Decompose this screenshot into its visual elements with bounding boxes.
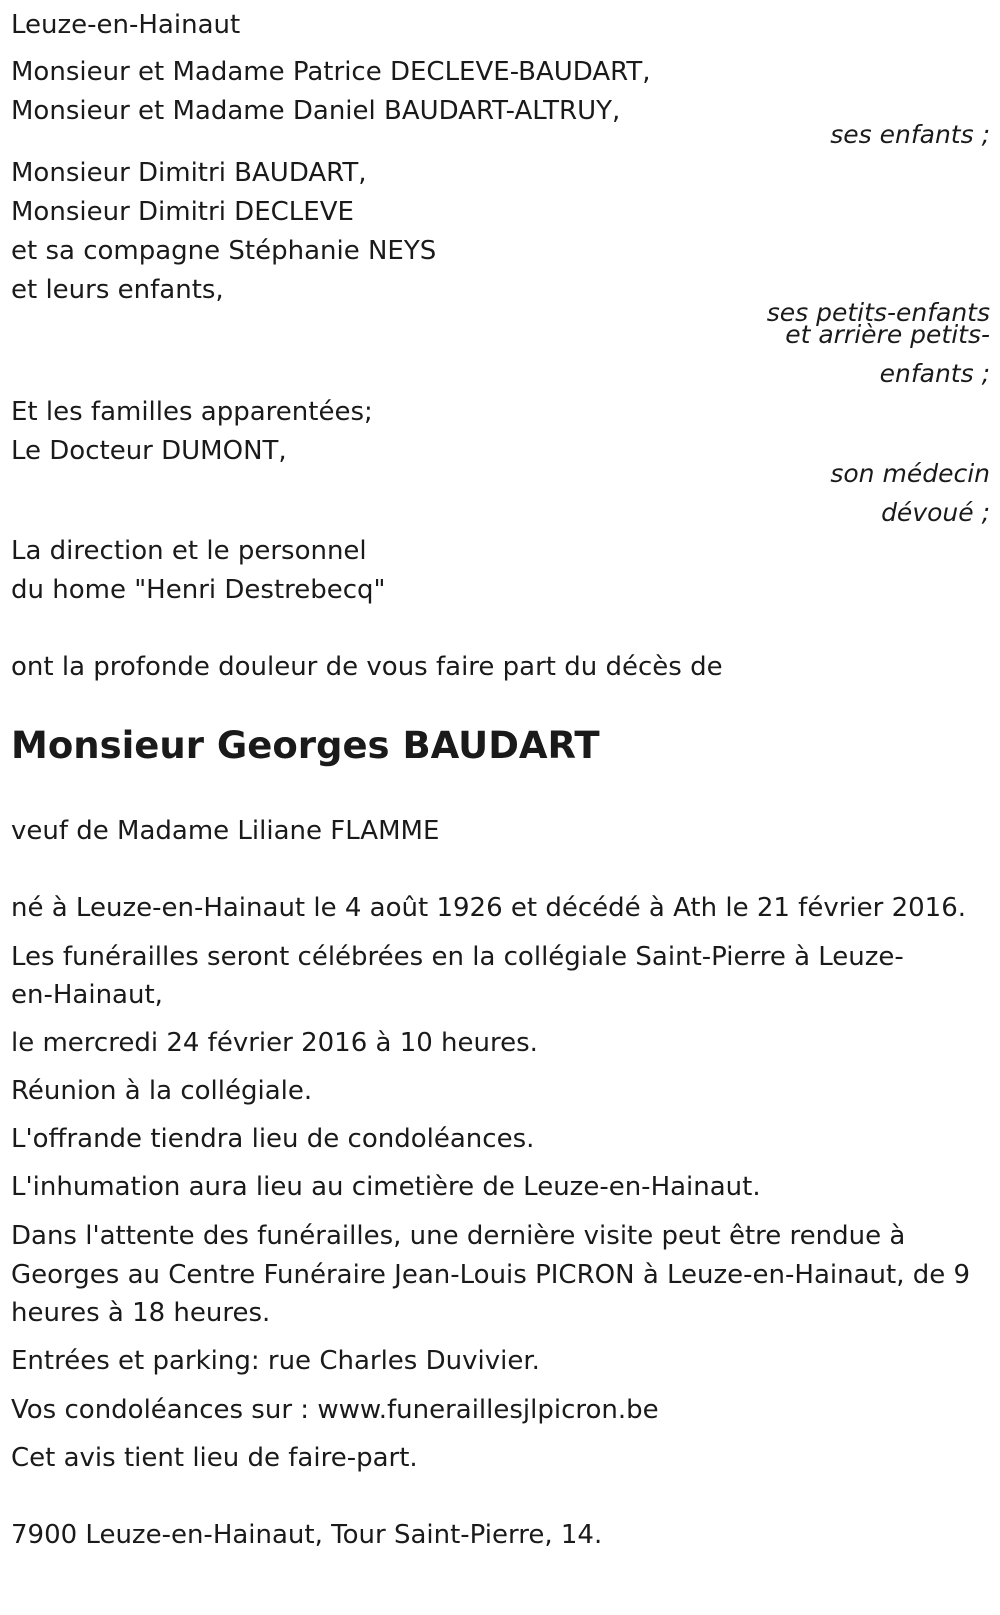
funeral-line-1: Les funérailles seront célébrées en la collégiale Saint-Pierre à Leuze-: [11, 942, 904, 972]
grandchildren-role-line-1: ses petits-enfants: [766, 298, 990, 327]
visit-line-2: Georges au Centre Funéraire Jean-Louis PICRON à Leuze-en-Hainaut, de 9: [11, 1260, 971, 1290]
offering-line: L'offrande tiendra lieu de condoléances.: [11, 1124, 535, 1154]
children-line-2: Monsieur et Madame Daniel BAUDART-ALTRUY,: [11, 96, 621, 126]
children-role: ses enfants ;: [830, 120, 990, 149]
grandchildren-line-2: Monsieur Dimitri DECLEVE: [11, 197, 354, 227]
notice-line: Cet avis tient lieu de faire-part.: [11, 1443, 418, 1473]
grandchildren-role-line-3: enfants ;: [879, 359, 990, 388]
born-died-line: né à Leuze-en-Hainaut le 4 août 1926 et décédé à Ath le 21 février 2016.: [11, 893, 967, 923]
staff-line-1: La direction et le personnel: [11, 536, 367, 566]
visit-line-3: heures à 18 heures.: [11, 1298, 271, 1328]
relatives-line-2: Le Docteur DUMONT,: [11, 436, 287, 466]
funeral-date: le mercredi 24 février 2016 à 10 heures.: [11, 1028, 538, 1058]
doctor-role-line-2: dévoué ;: [881, 498, 990, 527]
widower-line: veuf de Madame Liliane FLAMME: [11, 816, 440, 846]
doctor-role-line-1: son médecin: [830, 459, 990, 488]
grandchildren-line-4: et leurs enfants,: [11, 275, 224, 305]
deceased-name: Monsieur Georges BAUDART: [11, 724, 600, 767]
announcement-intro: ont la profonde douleur de vous faire part du décès de: [11, 652, 723, 682]
staff-line-2: du home "Henri Destrebecq": [11, 575, 386, 605]
address-line: 7900 Leuze-en-Hainaut, Tour Saint-Pierre, 14.: [11, 1520, 603, 1550]
grandchildren-role-line-2: et arrière petits-: [785, 320, 990, 349]
relatives-line-1: Et les familles apparentées;: [11, 397, 373, 427]
location-heading: Leuze-en-Hainaut: [11, 10, 241, 40]
burial-line: L'inhumation aura lieu au cimetière de Leuze-en-Hainaut.: [11, 1172, 761, 1202]
grandchildren-line-3: et sa compagne Stéphanie NEYS: [11, 236, 437, 266]
grandchildren-line-1: Monsieur Dimitri BAUDART,: [11, 158, 367, 188]
condolences-line: Vos condoléances sur : www.funeraillesjlpicron.be: [11, 1395, 659, 1425]
visit-line-1: Dans l'attente des funérailles, une dernière visite peut être rendue à: [11, 1221, 906, 1251]
meeting-line: Réunion à la collégiale.: [11, 1076, 313, 1106]
funeral-line-2: en-Hainaut,: [11, 980, 163, 1010]
children-line-1: Monsieur et Madame Patrice DECLEVE-BAUDART,: [11, 57, 651, 87]
parking-line: Entrées et parking: rue Charles Duvivier.: [11, 1346, 540, 1376]
